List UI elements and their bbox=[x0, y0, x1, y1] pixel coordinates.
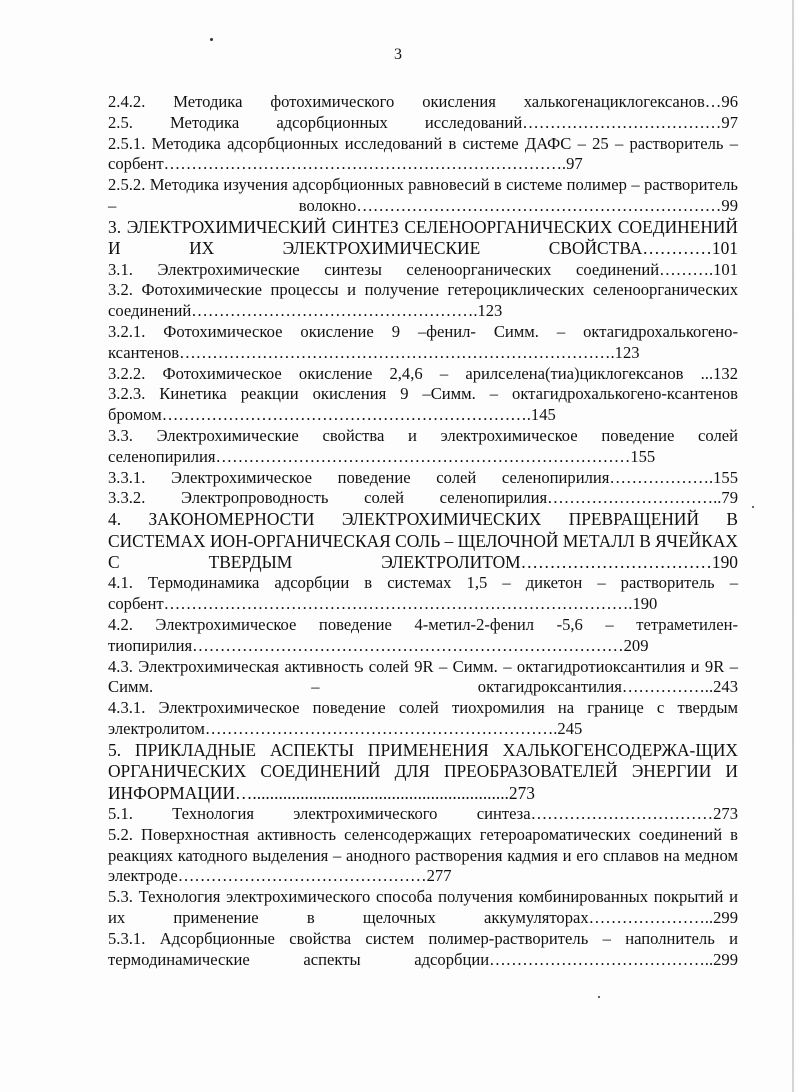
toc-entry: 3.3.1. Электрохимическое поведение солей селенопирилия……………….155 bbox=[108, 467, 738, 487]
toc-entry: 2.5. Методика адсорбционных исследований………………………………97 bbox=[108, 112, 738, 132]
scan-speck bbox=[752, 506, 754, 508]
scan-speck bbox=[598, 996, 600, 998]
scan-speck bbox=[210, 38, 213, 41]
toc-chapter-heading: 4. ЗАКОНОМЕРНОСТИ ЭЛЕКТРОХИМИЧЕСКИХ ПРЕВРАЩЕНИЙ В СИСТЕМАХ ИОН-ОРГАНИЧЕСКАЯ СОЛЬ – ЩЕЛОЧНОЙ МЕТАЛЛ В ЯЧЕЙКАХ С ТВЕРДЫМ ЭЛЕКТРОЛИТОМ……………………………190 bbox=[108, 509, 738, 572]
toc-entry: 5.3. Технология электрохимического способа получения комбинированных покрытий и их применение в щелочных аккумуляторах…………………..299 bbox=[108, 887, 738, 927]
toc-entry: 3.2.2. Фотохимическое окисление 2,4,6 – арилселена(тиа)циклогексанов ...132 bbox=[108, 363, 738, 383]
page-number: 3 bbox=[394, 46, 402, 63]
toc-entry: 3.2.3. Кинетика реакции окисления 9 –Симм. – октагидрохалькогено-ксантенов бромом………………………………………………………….145 bbox=[108, 384, 738, 425]
toc-entry: 4.3.1. Электрохимическое поведение солей тиохромилия на границе с твердым электролитом……………………………………………………….245 bbox=[108, 698, 738, 738]
toc-entry: 2.5.2. Методика изучения адсорбционных равновесий в системе полимер – растворитель – волокно…………………………………………………………99 bbox=[108, 175, 738, 215]
toc-entry: 3.1. Электрохимические синтезы селеноорганических соединений……….101 bbox=[108, 259, 738, 279]
toc-entry: 4.3. Электрохимическая активность солей 9R – Симм. – октагидротиоксантилия и 9R – Симм. – октагидроксантилия……………..243 bbox=[108, 656, 738, 697]
toc-entry: 5.3.1. Адсорбционные свойства систем полимер-растворитель – наполнитель и термодинамические аспекты адсорбции…………………………………..299 bbox=[108, 928, 738, 969]
scan-edge bbox=[792, 0, 794, 1092]
toc-entry: 4.2. Электрохимическое поведение 4-метил-2-фенил -5,6 – тетраметилен-тиопирилия……………………………………………………………………209 bbox=[108, 614, 738, 655]
toc-entry: 5.2. Поверхностная активность селенсодержащих гетероароматических соединений в реакциях катодного выделения – анодного растворения кадмия и его сплавов на медном электроде………………………………………277 bbox=[108, 824, 738, 886]
toc-chapter-heading: 3. ЭЛЕКТРОХИМИЧЕСКИЙ СИНТЕЗ СЕЛЕНООРГАНИЧЕСКИХ СОЕДИНЕНИЙ И ИХ ЭЛЕКТРОХИМИЧЕСКИЕ СВОЙСТВА…………101 bbox=[108, 216, 738, 259]
toc-entry: 3.2.1. Фотохимическое окисление 9 –фенил- Симм. – октагидрохалькогено-ксантенов…………………………………………………………………….123 bbox=[108, 321, 738, 362]
toc-entry: 2.5.1. Методика адсорбционных исследований в системе ДАФС – 25 – растворитель – сорбент……………………………………………………………….97 bbox=[108, 133, 738, 174]
toc-chapter-heading: 5. ПРИКЛАДНЫЕ АСПЕКТЫ ПРИМЕНЕНИЯ ХАЛЬКОГЕНСОДЕРЖА-ЩИХ ОРГАНИЧЕСКИХ СОЕДИНЕНИЙ ДЛЯ ПРЕОБРАЗОВАТЕЛЕЙ ЭНЕРГИИ И ИНФОРМАЦИИ…...........................................................273 bbox=[108, 739, 738, 803]
toc-entry: 3.3. Электрохимические свойства и электрохимическое поведение солей селенопирилия…………………………………………………………………155 bbox=[108, 425, 738, 466]
toc-entry: 3.3.2. Электропроводность солей селенопирилия…………………………..79 bbox=[108, 488, 738, 508]
toc-entry: 3.2. Фотохимические процессы и получение гетероциклических селеноорганических соединений…………………………………………….123 bbox=[108, 280, 738, 321]
table-of-contents bbox=[108, 92, 738, 970]
toc-entry: 5.1. Технология электрохимического синтеза……………………………273 bbox=[108, 803, 738, 823]
toc-entry: 2.4.2. Методика фотохимического окисления халькогенациклогексанов…96 bbox=[108, 92, 738, 111]
toc-entry: 4.1. Термодинамика адсорбции в системах 1,5 – дикетон – растворитель – сорбент………………………………………………………………………….190 bbox=[108, 573, 738, 614]
